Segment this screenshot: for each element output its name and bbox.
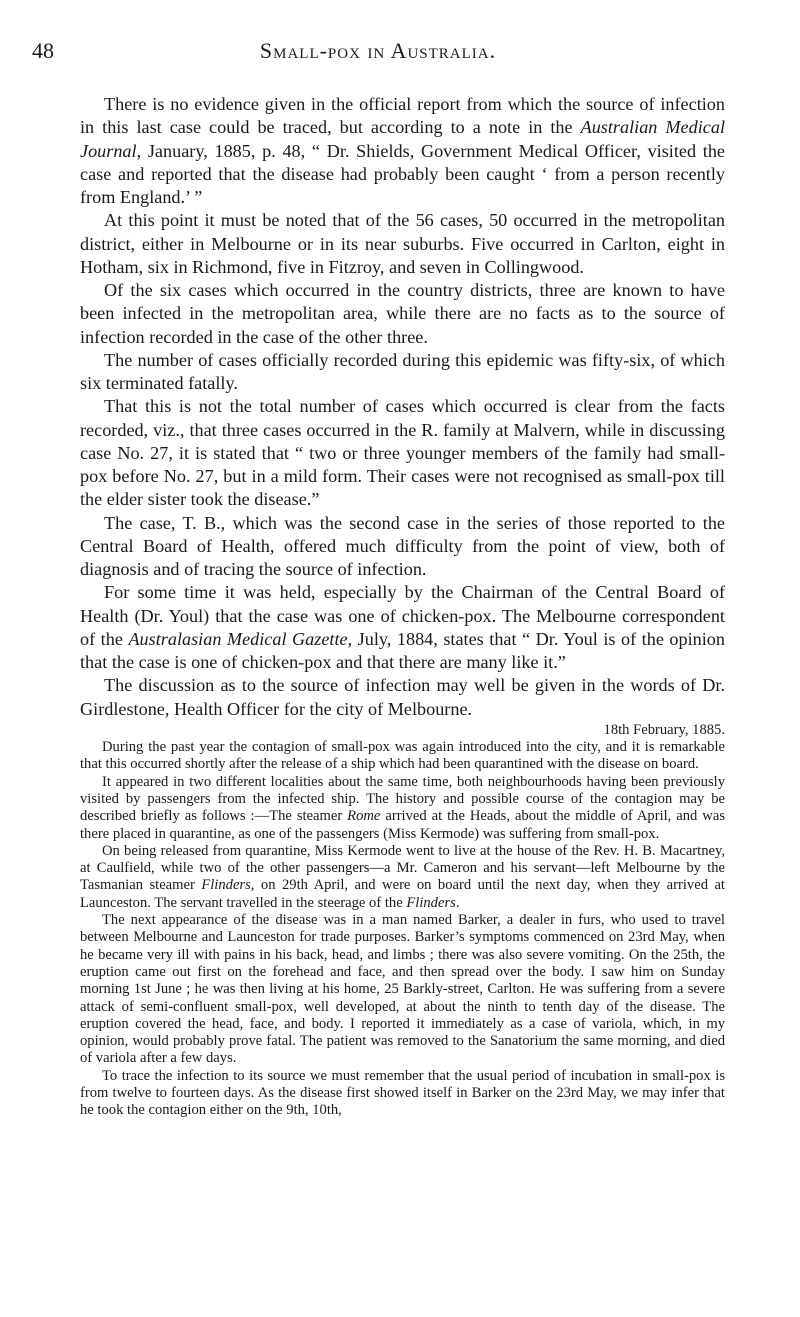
- paragraph-total-cases: That this is not the total number of cases which occurred is clear from the facts recorded, viz., that three cases occurred in the R. family at Malvern, while in discussing case No. 27, it is stated that “ two or three younger members of the family had small-pox before No. 27, but in a mild form. Their cases were not recognised as small-pox till the elder sister took the disease.”: [80, 396, 725, 510]
- extract-paragraph: On being released from quarantine, Miss Kermode went to live at the house of the Rev. H. B. Macartney, at Caulfield, while two of the other passengers—a Mr. Cameron and his servant—left Melbourne by the Tasmanian steamer Flinders, on 29th April, and were on board until the next day, when they arrived at Launceston. The servant travelled in the steerage of the Flinders.: [80, 842, 725, 911]
- quoted-report: [80, 722, 725, 1120]
- running-title: Small-pox in Australia.: [259, 38, 497, 63]
- body-text: [80, 93, 725, 1120]
- journal-title: Australian Medical Journal: [80, 117, 725, 161]
- paragraph-evidence: There is no evidence given in the official report from which the source of infection in this last case could be traced, but according to a note in the Australian Medical Journal, January, 1885, p. 48, “ Dr. Shields, Government Medical Officer, visited the case and reported that the disease had probably been caught ‘ from a person recently from England.’ ”: [80, 94, 725, 207]
- paragraph-case-count: The number of cases officially recorded during this epidemic was fifty-six, of which six terminated fatally.: [80, 349, 725, 393]
- extract-paragraph: The next appearance of the disease was in a man named Barker, a dealer in furs, who used to travel between Melbourne and Launceston for trade purposes. Barker’s symptoms commenced on 23rd May, when he became very ill with pains in his back, head, and limbs ; there was also severe vomiting. On the 25th, the eruption came out first on the forehead and face, and then spread over the body. I saw him on Sunday morning 1st June ; he was then living at his home, 25 Barkly-street, Carlton. He was suffering from a severe attack of semi-confluent small-pox, well developed, at about the ninth to tenth day of the disease. The eruption covered the head, face, and body. I reported it immediately as a case of variola, which, in my opinion, would probably prove fatal. The patient was removed to the Sanatorium the same morning, and died of variola after a few days.: [80, 912, 725, 1067]
- ship-name: Flinders: [406, 894, 456, 911]
- paragraph-chicken-pox: For some time it was held, especially by the Chairman of the Central Board of Health (Dr. Youl) that the case was one of chicken-pox. The Melbourne correspondent of the Australasian Medical Gazette, July, 1884, states that “ Dr. Youl is of the opinion that the case is one of chicken-pox and that there are many like it.”: [80, 582, 725, 672]
- page-header: [32, 38, 724, 66]
- extract-paragraph: During the past year the contagion of small-pox was again introduced into the city, and it is remarkable that this occurred shortly after the release of a ship which had been quarantined with the disease on board.: [80, 739, 725, 773]
- page-number: 48: [32, 38, 54, 63]
- paragraph-discussion-intro: The discussion as to the source of infection may well be given in the words of Dr. Girdlestone, Health Officer for the city of Melbourne.: [80, 675, 725, 719]
- paragraph-country-cases: Of the six cases which occurred in the country districts, three are known to have been infected in the metropolitan area, while there are no facts as to the source of infection recorded in the case of the other three.: [80, 280, 725, 347]
- extract-paragraph: To trace the infection to its source we must remember that the usual period of incubation in small-pox is from twelve to fourteen days. As the disease first showed itself in Barker on the 23rd May, we may infer that he took the contagion either on the 9th, 10th,: [80, 1067, 725, 1119]
- gazette-title: Australasian Medical Gazette: [128, 628, 348, 649]
- paragraph-metropolitan-cases: At this point it must be noted that of the 56 cases, 50 occurred in the metropolitan district, either in Melbourne or in its near suburbs. Five occurred in Carlton, eight in Hotham, six in Richmond, five in Fitzroy, and seven in Collingwood.: [80, 210, 725, 277]
- paragraph-case-tb: The case, T. B., which was the second case in the series of those reported to the Central Board of Health, offered much difficulty from the point of view, both of diagnosis and of tracing the source of infection.: [80, 512, 725, 579]
- report-date: 18th February, 1885.: [603, 721, 725, 738]
- ship-name: Flinders: [201, 877, 251, 894]
- ship-name: Rome: [347, 808, 381, 825]
- extract-paragraph: It appeared in two different localities about the same time, both neighbourhoods having been previously visited by passengers from the infected ship. The history and possible course of the contagion may be described briefly as follows :—The steamer Rome arrived at the Heads, about the middle of April, and was there placed in quarantine, as one of the passengers (Miss Kermode) was suffering from small-pox.: [80, 773, 725, 842]
